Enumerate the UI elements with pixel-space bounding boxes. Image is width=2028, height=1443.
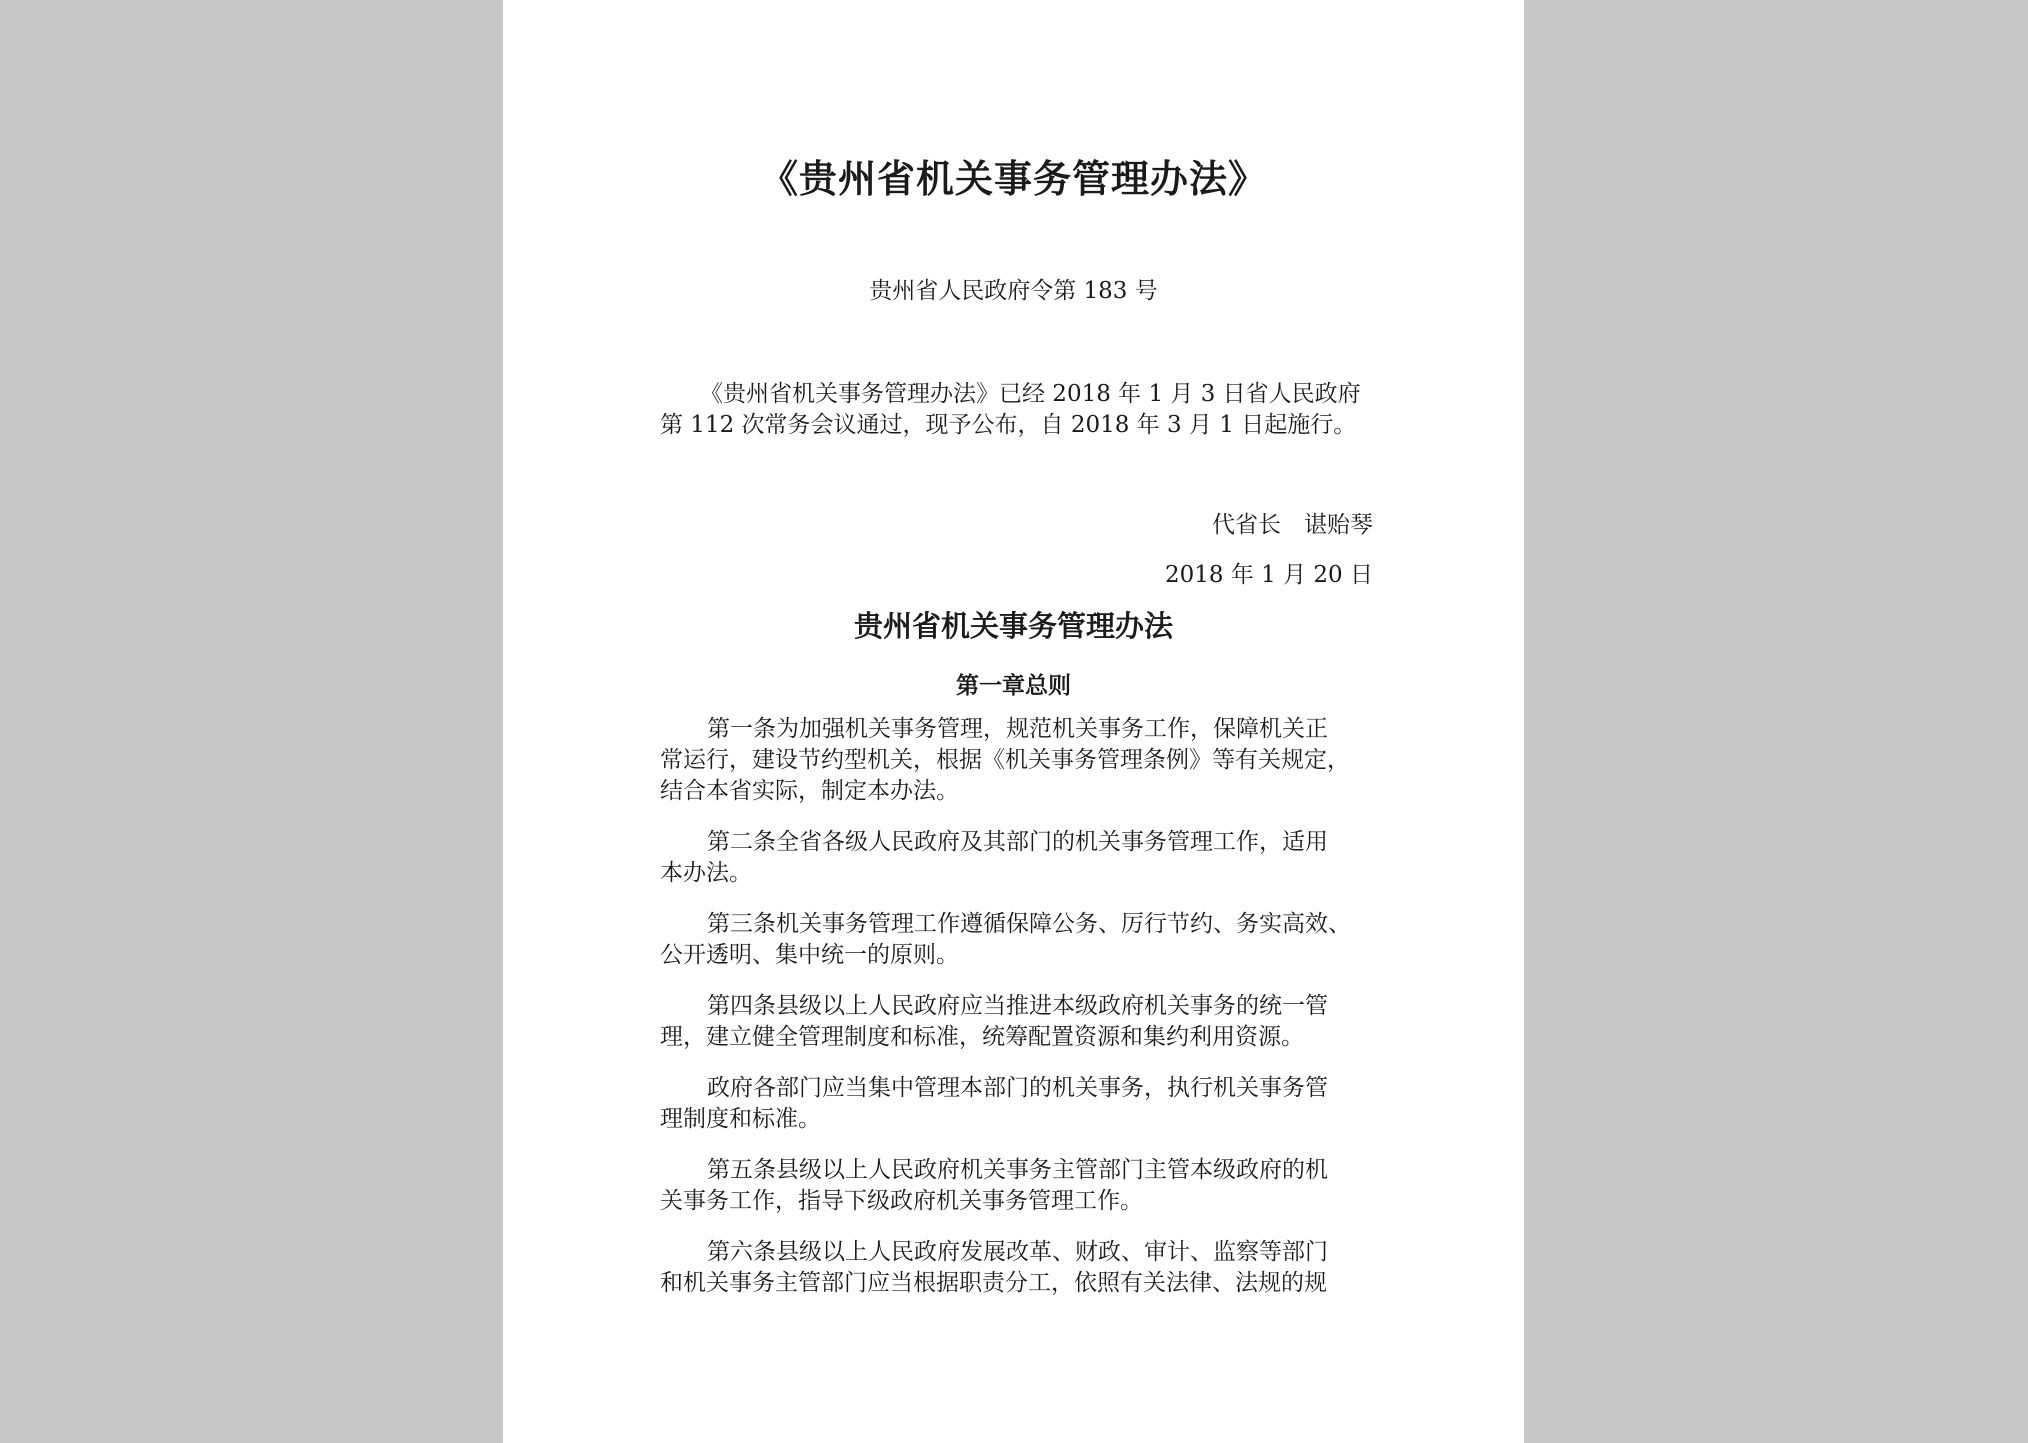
article-4-para-2	[660, 1073, 1390, 1135]
article-line: 常运行，建设节约型机关，根据《机关事务管理条例》等有关规定，	[660, 747, 1350, 773]
article-1	[660, 714, 1390, 807]
article-line: 和机关事务主管部门应当根据职责分工，依照有关法律、法规的规	[660, 1270, 1327, 1296]
article-line: 第一条为加强机关事务管理，规范机关事务工作，保障机关正	[707, 716, 1328, 742]
article-line: 政府各部门应当集中管理本部门的机关事务，执行机关事务管	[707, 1075, 1328, 1101]
article-line: 第二条全省各级人民政府及其部门的机关事务管理工作，适用	[707, 829, 1328, 855]
article-3	[660, 909, 1390, 971]
article-5	[660, 1155, 1390, 1217]
article-line: 第四条县级以上人民政府应当推进本级政府机关事务的统一管	[707, 993, 1328, 1019]
article-line: 理，建立健全管理制度和标准，统筹配置资源和集约利用资源。	[660, 1024, 1304, 1050]
article-6	[660, 1237, 1390, 1299]
preface-line: 第 112 次常务会议通过，现予公布，自 2018 年 3 月 1 日起施行。	[660, 412, 1357, 438]
chapter-title: 第一章总则	[956, 672, 1071, 699]
article-4	[660, 991, 1390, 1053]
document-page	[503, 0, 1524, 1443]
law-title: 贵州省机关事务管理办法	[853, 609, 1173, 643]
signing-date: 2018 年 1 月 20 日	[1165, 562, 1373, 588]
article-line: 本办法。	[660, 860, 752, 886]
order-number: 贵州省人民政府令第 183 号	[869, 278, 1158, 304]
signatory: 代省长 谌贻琴	[1212, 512, 1373, 538]
document-title: 《贵州省机关事务管理办法》	[759, 156, 1267, 201]
article-line: 公开透明、集中统一的原则。	[660, 942, 959, 968]
preface-line: 《贵州省机关事务管理办法》已经 2018 年 1 月 3 日省人民政府	[700, 381, 1361, 407]
article-line: 第三条机关事务管理工作遵循保障公务、厉行节约、务实高效、	[707, 911, 1351, 937]
article-line: 第五条县级以上人民政府机关事务主管部门主管本级政府的机	[707, 1157, 1328, 1183]
article-line: 理制度和标准。	[660, 1106, 821, 1132]
article-line: 结合本省实际，制定本办法。	[660, 778, 959, 804]
article-line: 关事务工作，指导下级政府机关事务管理工作。	[660, 1188, 1143, 1214]
article-line: 第六条县级以上人民政府发展改革、财政、审计、监察等部门	[707, 1239, 1328, 1265]
article-2	[660, 827, 1390, 889]
